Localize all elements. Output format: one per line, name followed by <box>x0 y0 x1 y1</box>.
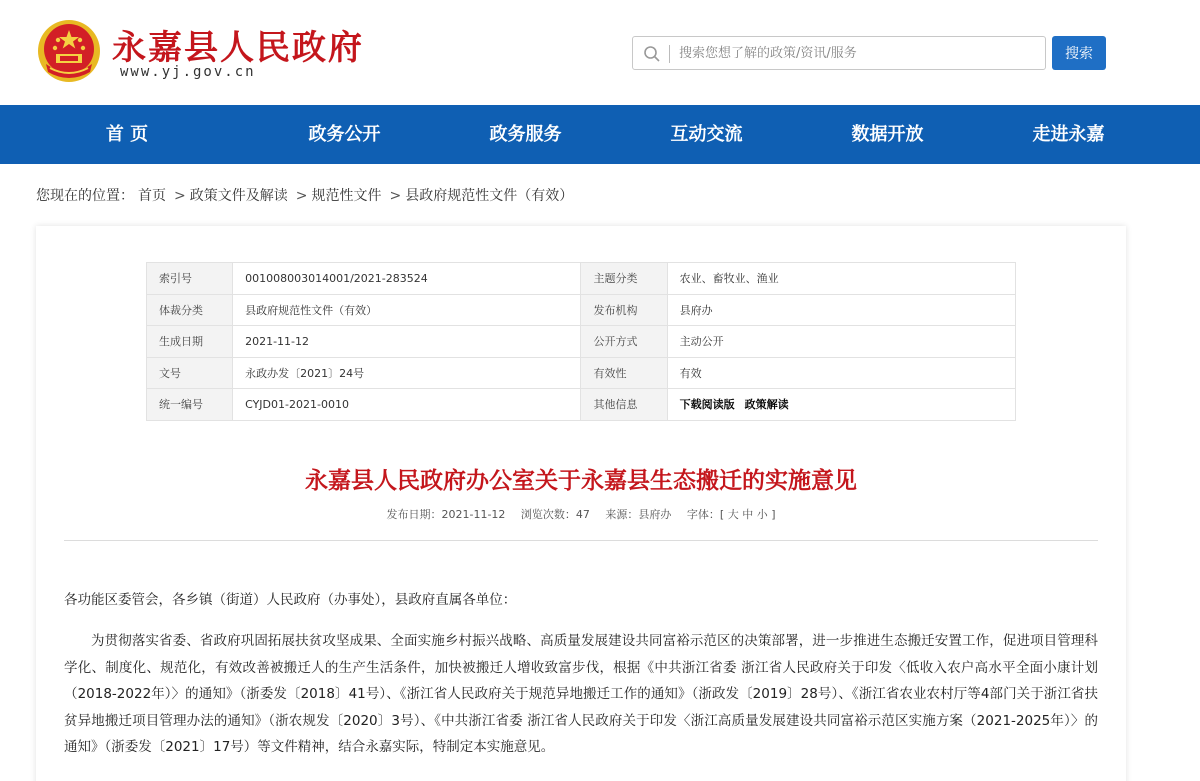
national-emblem-icon[interactable] <box>36 18 102 84</box>
nav-item-about-yongjia[interactable]: 走进永嘉 <box>1032 124 1105 145</box>
breadcrumb-item-home[interactable]: 首页 <box>138 188 166 204</box>
font-size-options[interactable]: [ 大 中 小 ] <box>719 508 776 521</box>
document-title: 永嘉县人民政府办公室关于永嘉县生态搬迁的实施意见 <box>305 468 857 494</box>
breadcrumb-separator: > <box>295 188 308 204</box>
nav-item-open-data[interactable]: 数据开放 <box>851 124 924 145</box>
site-url: www.yj.gov.cn <box>120 64 256 80</box>
document-paragraph: 为贯彻落实省委、省政府巩固拓展扶贫攻坚成果、全面实施乡村振兴战略、高质量发展建设共同富裕示范区的决策部署，进一步推进生态搬迁安置工作，促进项目管理科学化、制度化、规范化，有效改善被搬迁人的生产生活条件，加快被搬迁人增收致富步伐，根据《中共浙江省委 浙江省人民政府关于印发〈低收入农户高水平全面小康计划（2018-2022年）〉的通知》（浙委发〔2018〕41号）、《浙江省人民政府关于规范异地搬迁工作的通知》（浙政发〔2019〕28号）、《浙江省农业农村厅等4部门关于浙江省扶贫异地搬迁项目管理办法的通知》（浙农规发〔2020〕3号）、《中共浙江省委 浙江省人民政府关于印发〈浙江高质量发展建设共同富裕示范区实施方案（2021-2025年）〉的通知》（浙委发〔2021〕17号）等文件精神，结合永嘉实际，特制定本实施意见。 <box>64 633 1098 756</box>
table-row <box>147 357 1016 389</box>
view-count <box>521 508 590 521</box>
download-reading-version-link[interactable]: 下载阅读版 <box>679 398 735 412</box>
source-value: 县府办 <box>638 508 672 521</box>
document-meta-table <box>146 262 1016 421</box>
meta-key: 发布机构 <box>581 294 667 326</box>
view-count-label: 浏览次数： <box>520 508 576 521</box>
breadcrumb <box>36 185 577 205</box>
meta-value: 县政府规范性文件（有效） <box>233 294 581 326</box>
document-salutation: 各功能区委管会，各乡镇（街道）人民政府（办事处），县政府直属各单位： <box>64 592 517 608</box>
breadcrumb-prefix: 您现在的位置： <box>36 188 134 204</box>
search-box <box>632 36 1046 70</box>
policy-interpretation-link[interactable]: 政策解读 <box>744 398 789 412</box>
nav-item-government-affairs[interactable]: 政务公开 <box>308 124 381 145</box>
view-count-value: 47 <box>575 508 590 521</box>
breadcrumb-separator: > <box>389 188 402 204</box>
meta-value: 县府办 <box>667 294 1015 326</box>
breadcrumb-separator: > <box>174 188 186 204</box>
search-icon <box>643 45 661 63</box>
table-row <box>147 326 1016 358</box>
meta-key: 其他信息 <box>581 389 667 421</box>
publish-date <box>386 508 505 521</box>
meta-value: 有效 <box>667 357 1015 389</box>
publish-date-label: 发布日期： <box>386 508 442 521</box>
nav-item-home[interactable]: 首 页 <box>105 124 149 145</box>
meta-value: CYJD01-2021-0010 <box>233 389 581 421</box>
search-separator <box>669 45 670 63</box>
meta-key: 文号 <box>147 357 233 389</box>
meta-key: 主题分类 <box>581 263 667 295</box>
font-size-label: 字体： <box>686 508 720 521</box>
nav-item-interaction[interactable]: 互动交流 <box>670 124 743 145</box>
site-header <box>0 0 1200 105</box>
meta-value: 农业、畜牧业、渔业 <box>667 263 1015 295</box>
search-button[interactable]: 搜索 <box>1052 36 1106 70</box>
meta-key: 索引号 <box>147 263 233 295</box>
meta-value: 001008003014001/2021-283524 <box>233 263 581 295</box>
site-title[interactable]: 永嘉县人民政府 <box>112 28 364 68</box>
search-input[interactable] <box>679 37 1039 69</box>
meta-key: 生成日期 <box>147 326 233 358</box>
meta-key: 公开方式 <box>581 326 667 358</box>
meta-value: 主动公开 <box>667 326 1015 358</box>
meta-key: 有效性 <box>581 357 667 389</box>
meta-value: 永政办发〔2021〕24号 <box>233 357 581 389</box>
content-panel <box>36 226 1126 781</box>
table-row <box>147 294 1016 326</box>
breadcrumb-item-county-normative-docs[interactable]: 县政府规范性文件（有效） <box>405 188 574 204</box>
meta-value: 2021-11-12 <box>233 326 581 358</box>
publish-date-value: 2021-11-12 <box>441 508 506 521</box>
nav-item-government-services[interactable]: 政务服务 <box>489 124 562 145</box>
table-row <box>147 389 1016 421</box>
main-nav <box>0 105 1200 164</box>
breadcrumb-item-normative-docs[interactable]: 规范性文件 <box>311 188 382 204</box>
document-info <box>36 506 1126 522</box>
meta-other-links <box>667 389 1015 421</box>
source <box>605 508 671 521</box>
meta-key: 体裁分类 <box>147 294 233 326</box>
breadcrumb-item-policy-docs[interactable]: 政策文件及解读 <box>189 188 288 204</box>
font-size-control <box>687 508 776 521</box>
source-label: 来源： <box>605 508 639 521</box>
divider <box>64 540 1098 541</box>
table-row <box>147 263 1016 295</box>
meta-key: 统一编号 <box>147 389 233 421</box>
